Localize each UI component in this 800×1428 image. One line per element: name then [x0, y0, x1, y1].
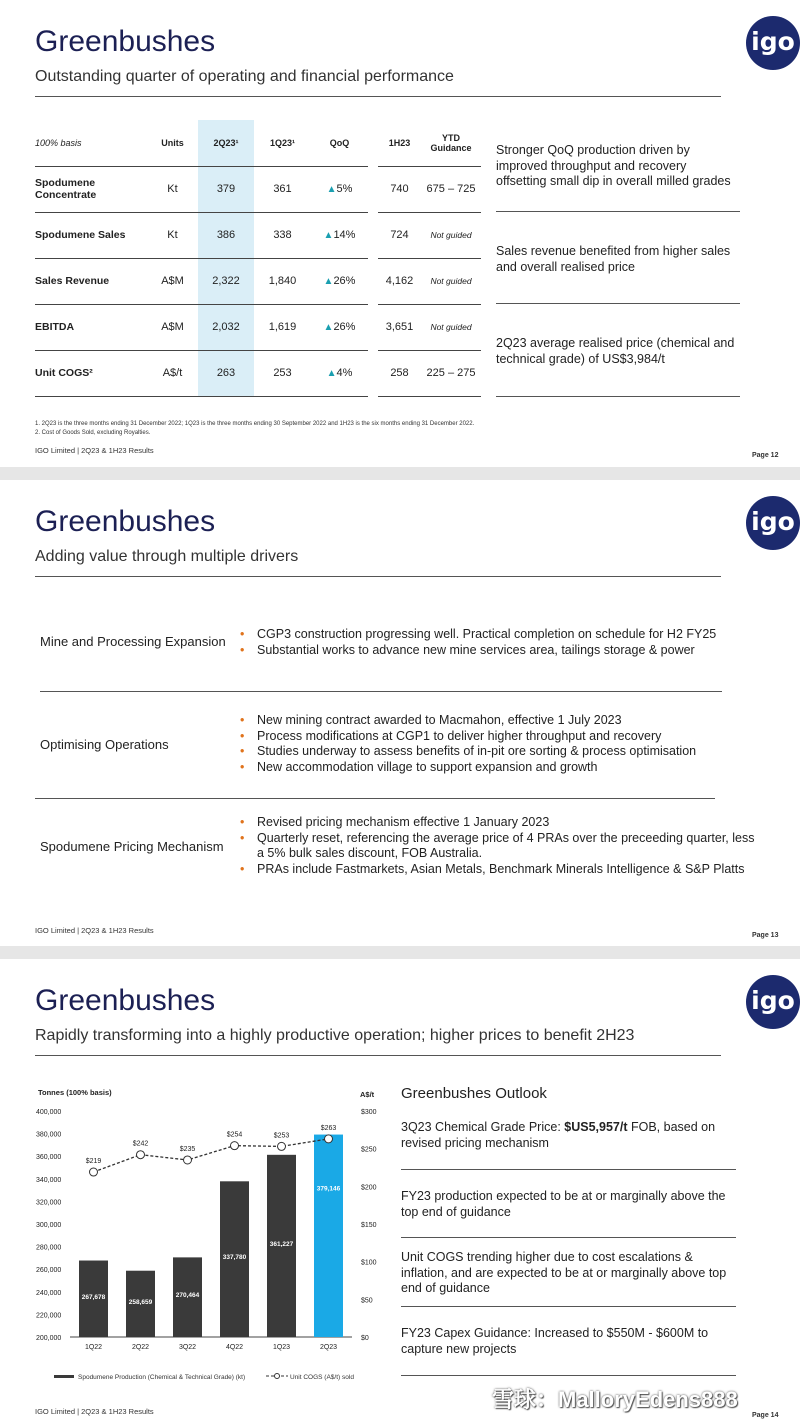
- row-label: Sales Revenue: [35, 258, 147, 304]
- header-ytd-guidance: YTD Guidance: [421, 120, 481, 166]
- up-triangle-icon: ▲: [326, 368, 337, 379]
- x-tick-label: 2Q22: [131, 1344, 150, 1351]
- cell-2q23: 2,032: [198, 304, 254, 350]
- bullet-dot-icon: •: [240, 861, 245, 876]
- production-cogs-chart: [30, 1085, 400, 1415]
- outlook-item-production: FY23 production expected to be at or marginally above the top end of guidance: [401, 1189, 726, 1219]
- title-divider: [35, 96, 721, 97]
- cell-1q23: 1,619: [254, 304, 311, 350]
- table-row: [35, 304, 481, 350]
- bullet-dot-icon: •: [240, 728, 245, 743]
- up-triangle-icon: ▲: [326, 184, 337, 195]
- watermark: 雪球：MalloryEdens888: [492, 1387, 738, 1412]
- bar-data-label: 270,464: [175, 1292, 200, 1300]
- header-1q23: 1Q23¹: [254, 120, 311, 166]
- cogs-data-label: $242: [132, 1140, 149, 1148]
- cell-qoq: ▲4%: [311, 350, 368, 396]
- y2-tick-label: $300: [361, 1109, 377, 1116]
- up-triangle-icon: ▲: [323, 276, 334, 287]
- cell-2q23: 2,322: [198, 258, 254, 304]
- up-triangle-icon: ▲: [323, 230, 334, 241]
- legend-line-marker: [275, 1374, 280, 1379]
- cell-units: A$/t: [147, 350, 198, 396]
- slide-title: Greenbushes: [35, 505, 216, 538]
- cogs-point: [137, 1151, 145, 1159]
- page-number: Page 14: [752, 1412, 779, 1419]
- cell-1h23: 3,651: [378, 304, 421, 350]
- y2-tick-label: $250: [361, 1146, 377, 1154]
- header-units: Units: [147, 120, 198, 166]
- slide-subtitle: Adding value through multiple drivers: [35, 548, 299, 565]
- table-row: [35, 212, 481, 258]
- comment-divider: [496, 396, 740, 397]
- y-tick-label: 340,000: [36, 1176, 62, 1184]
- y2-tick-label: $0: [361, 1335, 369, 1342]
- cell-2q23: 263: [198, 350, 254, 396]
- page-number: Page 12: [752, 452, 779, 459]
- y2-tick-label: $150: [361, 1222, 377, 1229]
- bar-data-label: 337,780: [222, 1254, 247, 1262]
- cell-ytd-guidance: 675 – 725: [421, 166, 481, 212]
- cell-qoq: ▲26%: [311, 258, 368, 304]
- comment-divider: [496, 303, 740, 304]
- cell-qoq: ▲26%: [311, 304, 368, 350]
- header-basis: 100% basis: [35, 120, 147, 166]
- legend-bar-label: Spodumene Production (Chemical & Technical Grade) (kt): [78, 1374, 246, 1381]
- cell-1q23: 338: [254, 212, 311, 258]
- driver-divider: [35, 798, 715, 799]
- cell-ytd-guidance: Not guided: [421, 258, 481, 304]
- comment-price: 2Q23 average realised price (chemical and technical grade) of US$3,984/t: [496, 336, 735, 366]
- y-tick-label: 400,000: [36, 1109, 62, 1116]
- slide-title: Greenbushes: [35, 25, 216, 58]
- y2-tick-label: $100: [361, 1259, 377, 1267]
- performance-table: [35, 120, 481, 397]
- outlook-divider: [401, 1169, 736, 1170]
- outlook-heading: Greenbushes Outlook: [401, 1085, 547, 1102]
- title-divider: [35, 576, 721, 577]
- comment-sales: Sales revenue benefited from higher sales and overall realised price: [496, 244, 731, 274]
- list-item: • Substantial works to advance new mine services area, tailings storage & power: [240, 642, 695, 657]
- cell-gap: [368, 166, 378, 212]
- table-row: [35, 350, 481, 396]
- cell-gap: [368, 304, 378, 350]
- list-item: • CGP3 construction progressing well. Practical completion on schedule for H2 FY25: [240, 627, 717, 641]
- cell-qoq: ▲5%: [311, 166, 368, 212]
- x-tick-label: 2Q23: [319, 1344, 338, 1351]
- slide-page-12: [0, 0, 800, 467]
- driver-divider: [40, 691, 722, 692]
- y-tick-label: 360,000: [36, 1154, 62, 1162]
- cogs-point: [325, 1135, 333, 1143]
- footer-text: IGO Limited | 2Q23 & 1H23 Results: [35, 446, 154, 455]
- igo-logo: igo: [746, 496, 800, 550]
- y-tick-label: 300,000: [36, 1222, 62, 1229]
- list-item: • Process modifications at CGP1 to deliver higher throughput and recovery: [240, 728, 662, 743]
- legend-bar-swatch: [54, 1375, 74, 1378]
- y-tick-label: 240,000: [36, 1289, 62, 1297]
- cell-ytd-guidance: Not guided: [421, 212, 481, 258]
- comment-divider: [496, 211, 740, 212]
- slide-title: Greenbushes: [35, 984, 216, 1017]
- bullet-dot-icon: •: [240, 744, 245, 758]
- title-divider: [35, 1055, 721, 1056]
- driver-bullets-pricing: [240, 815, 760, 877]
- list-item: • Revised pricing mechanism effective 1 January 2023: [240, 815, 550, 829]
- cell-1h23: 740: [378, 166, 421, 212]
- cell-1q23: 361: [254, 166, 311, 212]
- driver-label-pricing: Spodumene Pricing Mechanism: [40, 839, 224, 854]
- y2-tick-label: $200: [361, 1184, 377, 1192]
- cell-ytd-guidance: 225 – 275: [421, 350, 481, 396]
- driver-bullets-expansion: [240, 627, 716, 658]
- slide-page-13: [0, 480, 800, 946]
- bullet-dot-icon: •: [240, 642, 245, 657]
- outlook-divider: [401, 1375, 736, 1376]
- comment-production: Stronger QoQ production driven by improved throughput and recovery offsetting small dip in overall milled grades: [496, 143, 731, 188]
- row-label: EBITDA: [35, 304, 147, 350]
- cell-units: A$M: [147, 304, 198, 350]
- footnote-1: 1. 2Q23 is the three months ending 31 December 2022; 1Q23 is the three months ending 30 September 2022 and 1H23 is the six months ending 31 December 2022.: [35, 421, 475, 427]
- table-header-row: [35, 120, 481, 166]
- performance-table-wrap: [35, 120, 481, 397]
- outlook-divider: [401, 1306, 736, 1307]
- y-tick-label: 200,000: [36, 1335, 62, 1342]
- cell-gap: [368, 212, 378, 258]
- driver-label-optimising: Optimising Operations: [40, 737, 169, 752]
- bullet-dot-icon: •: [240, 713, 245, 727]
- y2-tick-label: $50: [361, 1297, 373, 1305]
- footnotes: [35, 420, 474, 438]
- cogs-point: [231, 1142, 239, 1150]
- x-tick-label: 3Q22: [178, 1344, 197, 1351]
- header-1h23: 1H23: [378, 120, 421, 166]
- cogs-point: [184, 1156, 192, 1164]
- list-item: • PRAs include Fastmarkets, Asian Metals, Benchmark Minerals Intelligence & S&P Platts: [240, 861, 745, 876]
- bullet-dot-icon: •: [240, 759, 245, 774]
- cell-units: A$M: [147, 258, 198, 304]
- list-item: • New mining contract awarded to Macmahon, effective 1 July 2023: [240, 713, 622, 727]
- row-label: Spodumene Sales: [35, 212, 147, 258]
- y-tick-label: 320,000: [36, 1199, 62, 1207]
- cogs-data-label: $254: [226, 1131, 243, 1139]
- cell-qoq: ▲14%: [311, 212, 368, 258]
- y-tick-label: 280,000: [36, 1244, 62, 1252]
- header-2q23: 2Q23¹: [198, 120, 254, 166]
- outlook-item-capex: FY23 Capex Guidance: Increased to $550M - $600M to capture new projects: [401, 1326, 709, 1356]
- bullet-dot-icon: •: [240, 627, 245, 641]
- cell-1q23: 1,840: [254, 258, 311, 304]
- header-qoq: QoQ: [311, 120, 368, 166]
- slide-subtitle: Outstanding quarter of operating and financial performance: [35, 68, 454, 85]
- legend-line-label: Unit COGS (A$/t) sold: [290, 1374, 354, 1381]
- cogs-data-label: $253: [273, 1132, 290, 1140]
- cell-1h23: 724: [378, 212, 421, 258]
- list-item: • Studies underway to assess benefits of in-pit ore sorting & process optimisation: [240, 744, 697, 758]
- list-item: • New accommodation village to support expansion and growth: [240, 759, 598, 774]
- y-axis-title: Tonnes (100% basis): [38, 1088, 112, 1097]
- driver-bullets-optimising: [240, 713, 696, 775]
- row-label: Spodumene Concentrate: [35, 166, 147, 212]
- y-tick-label: 260,000: [36, 1267, 62, 1275]
- cogs-point: [278, 1142, 286, 1150]
- page-number: Page 13: [752, 932, 779, 939]
- cell-1h23: 4,162: [378, 258, 421, 304]
- cell-units: Kt: [147, 166, 198, 212]
- bar-2q23: [314, 1135, 343, 1337]
- igo-logo: igo: [746, 975, 800, 1029]
- cogs-data-label: $263: [320, 1124, 337, 1132]
- cell-units: Kt: [147, 212, 198, 258]
- igo-logo: igo: [746, 16, 800, 70]
- outlook-divider: [401, 1237, 736, 1238]
- cell-1h23: 258: [378, 350, 421, 396]
- cogs-data-label: $235: [179, 1145, 196, 1153]
- driver-label-expansion: Mine and Processing Expansion: [40, 634, 226, 649]
- list-item: • Quarterly reset, referencing the average price of 4 PRAs over the preceeding quarter, less a 5% bulk sales discount, FOB Australia.: [240, 830, 755, 860]
- footer-text: IGO Limited | 2Q23 & 1H23 Results: [35, 1407, 154, 1416]
- slide-subtitle: Rapidly transforming into a highly productive operation; higher prices to benefit 2H23: [35, 1027, 635, 1044]
- cogs-point: [90, 1168, 98, 1176]
- header-gap: [368, 120, 378, 166]
- y-tick-label: 220,000: [36, 1312, 62, 1320]
- slide-page-14: [0, 959, 800, 1428]
- bar-data-label: 361,227: [269, 1240, 294, 1248]
- cell-1q23: 253: [254, 350, 311, 396]
- bullet-dot-icon: •: [240, 815, 245, 829]
- cell-gap: [368, 258, 378, 304]
- x-tick-label: 1Q23: [272, 1344, 291, 1351]
- footer-text: IGO Limited | 2Q23 & 1H23 Results: [35, 926, 154, 935]
- cell-2q23: 386: [198, 212, 254, 258]
- bar-data-label: 258,659: [128, 1298, 153, 1306]
- bullet-dot-icon: •: [240, 830, 245, 845]
- outlook-item-price: 3Q23 Chemical Grade Price: $US5,957/t FOB, based on revised pricing mechanism: [401, 1120, 716, 1150]
- row-label: Unit COGS²: [35, 350, 147, 396]
- x-tick-label: 1Q22: [84, 1344, 103, 1351]
- y2-axis-title: A$/t: [360, 1090, 375, 1099]
- bar-data-label: 379,146: [316, 1185, 341, 1193]
- cell-2q23: 379: [198, 166, 254, 212]
- bar-data-label: 267,678: [81, 1293, 106, 1301]
- outlook-item-cogs: Unit COGS trending higher due to cost escalations & inflation, and are expected to be at or marginally above top end of guidance: [401, 1250, 727, 1295]
- y-tick-label: 380,000: [36, 1131, 62, 1139]
- table-row: [35, 166, 481, 212]
- cell-ytd-guidance: Not guided: [421, 304, 481, 350]
- table-row: [35, 258, 481, 304]
- x-tick-label: 4Q22: [225, 1344, 244, 1351]
- cell-gap: [368, 350, 378, 396]
- footnote-2: 2. Cost of Goods Sold, excluding Royalties.: [35, 430, 151, 436]
- up-triangle-icon: ▲: [323, 322, 334, 333]
- cogs-data-label: $219: [85, 1158, 102, 1166]
